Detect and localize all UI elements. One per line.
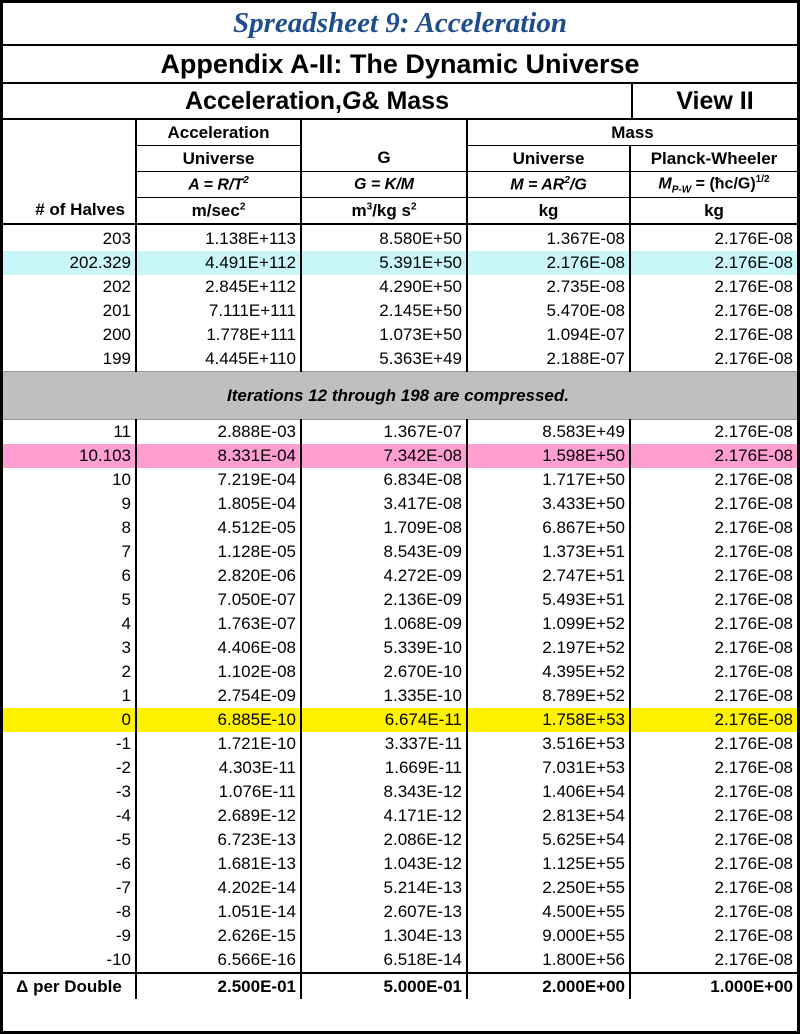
table-cell: 2.176E-08 <box>630 251 797 275</box>
table-cell: 1.051E-14 <box>136 900 301 924</box>
table-cell: 1.076E-11 <box>136 780 301 804</box>
table-cell: 3 <box>3 636 136 660</box>
table-cell: 9.000E+55 <box>467 924 630 948</box>
section-title-post: & Mass <box>361 86 449 115</box>
table-cell: -4 <box>3 804 136 828</box>
table-cell: 4.491E+112 <box>136 251 301 275</box>
section-title <box>3 84 633 118</box>
table-cell: 4.445E+110 <box>136 347 301 372</box>
table-cell: 6.566E-16 <box>136 948 301 973</box>
compressed-note-row <box>3 372 797 420</box>
table-cell: -8 <box>3 900 136 924</box>
table-cell: 2.176E-08 <box>714 950 793 969</box>
table-cell: 2.176E-08 <box>714 758 793 777</box>
table-row <box>3 876 797 900</box>
table-cell: -2 <box>3 756 136 780</box>
table-cell: 6.834E-08 <box>301 468 467 492</box>
table-cell: 1.681E-13 <box>136 852 301 876</box>
table-cell: 10 <box>3 468 136 492</box>
table-row <box>3 828 797 852</box>
header-planck-wheeler: Planck-Wheeler <box>630 146 797 172</box>
header-row-groups <box>3 120 797 146</box>
table-cell: 7.219E-04 <box>136 468 301 492</box>
table-cell: 2 <box>3 660 136 684</box>
table-cell: 1.717E+50 <box>467 468 630 492</box>
table-cell: 7 <box>3 540 136 564</box>
table-cell: 1.367E-07 <box>301 420 467 445</box>
table-cell: 2.845E+112 <box>136 275 301 299</box>
table-row <box>3 852 797 876</box>
table-cell: 5.363E+49 <box>301 347 467 372</box>
table-row <box>3 804 797 828</box>
table-cell: 201 <box>3 299 136 323</box>
footer-acceleration: 2.500E-01 <box>136 973 301 999</box>
table-cell: 8.583E+49 <box>467 420 630 445</box>
table-row <box>3 756 797 780</box>
table-cell: 2.176E-08 <box>630 444 797 468</box>
table-row <box>3 780 797 804</box>
table-row <box>3 564 797 588</box>
table-cell: 5.470E-08 <box>467 299 630 323</box>
table-row <box>3 588 797 612</box>
formula-acceleration: $A = R/T^2$ <box>136 172 301 198</box>
table-cell: 2.176E-08 <box>714 277 793 296</box>
table-body <box>3 224 797 999</box>
header-mass-universe: Universe <box>467 146 630 172</box>
table-cell: 2.176E-08 <box>714 638 793 657</box>
table-cell: 2.176E-08 <box>714 301 793 320</box>
table-cell: 1.758E+53 <box>467 708 630 732</box>
table-cell: 2.176E-08 <box>714 325 793 344</box>
table-row <box>3 684 797 708</box>
section-title-em: G <box>342 86 362 115</box>
table-cell: 1.335E-10 <box>301 684 467 708</box>
table-cell: 202.329 <box>3 251 136 275</box>
table-cell: 202 <box>3 275 136 299</box>
table-cell: 2.176E-08 <box>714 686 793 705</box>
table-cell: 5.391E+50 <box>301 251 467 275</box>
table-cell: 2.188E-07 <box>467 347 630 372</box>
table-cell: 5 <box>3 588 136 612</box>
table-cell: 2.197E+52 <box>467 636 630 660</box>
table-cell: 8.343E-12 <box>301 780 467 804</box>
table-cell: 4.406E-08 <box>136 636 301 660</box>
unit-acceleration: $m/\sec^2$ <box>136 198 301 225</box>
table-cell: 2.888E-03 <box>136 420 301 445</box>
unit-mass: kg <box>467 198 630 225</box>
table-cell: 2.813E+54 <box>467 804 630 828</box>
table-cell: 1.073E+50 <box>301 323 467 347</box>
table-row <box>3 948 797 973</box>
table-cell: 2.176E-08 <box>714 806 793 825</box>
table-cell: 2.145E+50 <box>301 299 467 323</box>
table-cell: 2.176E-08 <box>714 470 793 489</box>
table-cell: 1.304E-13 <box>301 924 467 948</box>
table-cell: 2.176E-08 <box>714 518 793 537</box>
header-blank <box>3 172 136 198</box>
table-cell: 1.406E+54 <box>467 780 630 804</box>
table-cell: 2.176E-08 <box>714 830 793 849</box>
header-group-mass: Mass <box>467 120 797 146</box>
table-cell: 7.342E-08 <box>301 444 467 468</box>
table-cell: 4.303E-11 <box>136 756 301 780</box>
table-row <box>3 227 797 251</box>
table-cell: 7.050E-07 <box>136 588 301 612</box>
spreadsheet-title: Spreadsheet 9: Acceleration <box>3 3 797 46</box>
header-g: G <box>301 146 467 172</box>
table-cell: 1.138E+113 <box>136 227 301 251</box>
table-cell: 6.518E-14 <box>301 948 467 973</box>
table-cell: 4.500E+55 <box>467 900 630 924</box>
table-cell: 2.176E-08 <box>714 229 793 248</box>
table-cell: 0 <box>3 708 136 732</box>
table-cell: 3.417E-08 <box>301 492 467 516</box>
table-cell: 4.202E-14 <box>136 876 301 900</box>
table-cell: 2.176E-08 <box>714 422 793 441</box>
table-row <box>3 275 797 299</box>
header-acc-universe: Universe <box>136 146 301 172</box>
table-cell: 2.176E-08 <box>714 566 793 585</box>
table-row <box>3 612 797 636</box>
table-cell: 199 <box>3 347 136 372</box>
table-cell: 8 <box>3 516 136 540</box>
unit-g: $m^3/kg$ $s^2$ <box>301 198 467 225</box>
table-cell: 1.763E-07 <box>136 612 301 636</box>
table-row <box>3 924 797 948</box>
table-cell: 3.337E-11 <box>301 732 467 756</box>
table-cell: 3.516E+53 <box>467 732 630 756</box>
table-cell: 5.625E+54 <box>467 828 630 852</box>
table-cell: 2.176E-08 <box>714 734 793 753</box>
table-cell: 2.626E-15 <box>136 924 301 948</box>
table-row <box>3 900 797 924</box>
table-cell: 1.102E-08 <box>136 660 301 684</box>
view-label: View II <box>676 86 754 115</box>
table-cell: 2.176E-08 <box>714 878 793 897</box>
compressed-note: Iterations 12 through 198 are compressed. <box>3 372 797 420</box>
table-cell: 2.250E+55 <box>467 876 630 900</box>
table-cell: 1.367E-08 <box>467 227 630 251</box>
table-cell: 1.598E+50 <box>467 444 630 468</box>
table-cell: 6.885E-10 <box>136 708 301 732</box>
table-cell: 6.723E-13 <box>136 828 301 852</box>
footer-label: Δ per Double <box>3 973 136 999</box>
table-cell: -5 <box>3 828 136 852</box>
table-cell: 7.031E+53 <box>467 756 630 780</box>
formula-planck-mass: $M_{P-W}$ = (ħc/G)$^{1/2}$ <box>630 172 797 198</box>
table-cell: 2.176E-08 <box>714 590 793 609</box>
table-cell: 2.176E-08 <box>714 782 793 801</box>
table-cell: 5.493E+51 <box>467 588 630 612</box>
table-cell: 2.820E-06 <box>136 564 301 588</box>
table-cell: 5.214E-13 <box>301 876 467 900</box>
table-cell: 8.331E-04 <box>136 444 301 468</box>
table-row <box>3 323 797 347</box>
table-cell: 4.171E-12 <box>301 804 467 828</box>
table-cell: 2.735E-08 <box>467 275 630 299</box>
table-row <box>3 492 797 516</box>
footer-row <box>3 973 797 999</box>
table-cell: 2.086E-12 <box>301 828 467 852</box>
table-cell: 6 <box>3 564 136 588</box>
header-group-acceleration: Acceleration <box>136 120 301 146</box>
table-cell: 200 <box>3 323 136 347</box>
table-cell: 2.670E-10 <box>301 660 467 684</box>
table-cell: 5.339E-10 <box>301 636 467 660</box>
table-cell: 2.176E-08 <box>714 494 793 513</box>
table-cell: 1 <box>3 684 136 708</box>
table-cell: 1.669E-11 <box>301 756 467 780</box>
table-cell: 2.176E-08 <box>714 926 793 945</box>
formula-g: G = K/M <box>301 172 467 198</box>
data-table <box>3 120 797 999</box>
table-cell: 7.111E+111 <box>136 299 301 323</box>
table-cell: 2.607E-13 <box>301 900 467 924</box>
table-cell: 2.176E-08 <box>467 251 630 275</box>
table-cell: 2.747E+51 <box>467 564 630 588</box>
table-cell: 2.136E-09 <box>301 588 467 612</box>
header-blank <box>3 146 136 172</box>
unit-planck-mass: kg <box>630 198 797 225</box>
table-row <box>3 347 797 372</box>
table-cell: 4.272E-09 <box>301 564 467 588</box>
table-cell: 1.778E+111 <box>136 323 301 347</box>
table-cell: 4.290E+50 <box>301 275 467 299</box>
table-cell: 3.433E+50 <box>467 492 630 516</box>
header-row-names <box>3 146 797 172</box>
table-cell: 1.805E-04 <box>136 492 301 516</box>
table-cell: 2.176E-08 <box>630 708 797 732</box>
table-cell: 6.867E+50 <box>467 516 630 540</box>
table-row <box>3 516 797 540</box>
footer-planck-mass: 1.000E+00 <box>630 973 797 999</box>
table-cell: 1.373E+51 <box>467 540 630 564</box>
table-cell: 6.674E-11 <box>301 708 467 732</box>
section-title-pre: Acceleration, <box>184 86 342 115</box>
table-cell: 2.754E-09 <box>136 684 301 708</box>
table-cell: 203 <box>3 227 136 251</box>
table-cell: 1.800E+56 <box>467 948 630 973</box>
table-cell: 1.721E-10 <box>136 732 301 756</box>
table-row <box>3 540 797 564</box>
table-row-highlight-cyan <box>3 251 797 275</box>
table-cell: 2.176E-08 <box>714 662 793 681</box>
formula-mass: $M = AR^2/G$ <box>467 172 630 198</box>
header-blank <box>3 120 136 146</box>
table-cell: 9 <box>3 492 136 516</box>
table-cell: 10.103 <box>3 444 136 468</box>
header-halves: # of Halves <box>3 198 136 225</box>
table-cell: 1.043E-12 <box>301 852 467 876</box>
table-cell: 4 <box>3 612 136 636</box>
footer-mass: 2.000E+00 <box>467 973 630 999</box>
table-cell: 2.176E-08 <box>714 902 793 921</box>
table-cell: 11 <box>3 420 136 445</box>
table-cell: 2.176E-08 <box>714 349 793 368</box>
table-cell: 2.176E-08 <box>714 542 793 561</box>
table-cell: 2.176E-08 <box>714 854 793 873</box>
table-row <box>3 660 797 684</box>
header-row-formulas <box>3 172 797 198</box>
table-row <box>3 636 797 660</box>
table-row <box>3 299 797 323</box>
table-cell: 8.543E-09 <box>301 540 467 564</box>
table-cell: 1.709E-08 <box>301 516 467 540</box>
table-row <box>3 468 797 492</box>
table-row <box>3 732 797 756</box>
header-row-units <box>3 198 797 225</box>
table-cell: 8.789E+52 <box>467 684 630 708</box>
table-cell: -3 <box>3 780 136 804</box>
table-row-highlight-pink <box>3 444 797 468</box>
table-cell: 2.689E-12 <box>136 804 301 828</box>
table-row <box>3 420 797 445</box>
table-cell: 4.512E-05 <box>136 516 301 540</box>
table-cell: 8.580E+50 <box>301 227 467 251</box>
table-cell: -10 <box>3 948 136 973</box>
table-cell: -9 <box>3 924 136 948</box>
table-cell: 2.176E-08 <box>714 614 793 633</box>
section-bar <box>3 84 797 120</box>
table-cell: 1.099E+52 <box>467 612 630 636</box>
table-cell: 4.395E+52 <box>467 660 630 684</box>
header-blank <box>301 120 467 146</box>
footer-g: 5.000E-01 <box>301 973 467 999</box>
table-cell: 1.068E-09 <box>301 612 467 636</box>
table-cell: -6 <box>3 852 136 876</box>
table-cell: -7 <box>3 876 136 900</box>
appendix-title: Appendix A-II: The Dynamic Universe <box>3 46 797 84</box>
table-cell: -1 <box>3 732 136 756</box>
table-cell: 1.128E-05 <box>136 540 301 564</box>
table-row-highlight-yellow <box>3 708 797 732</box>
table-cell: 1.125E+55 <box>467 852 630 876</box>
table-cell: 1.094E-07 <box>467 323 630 347</box>
